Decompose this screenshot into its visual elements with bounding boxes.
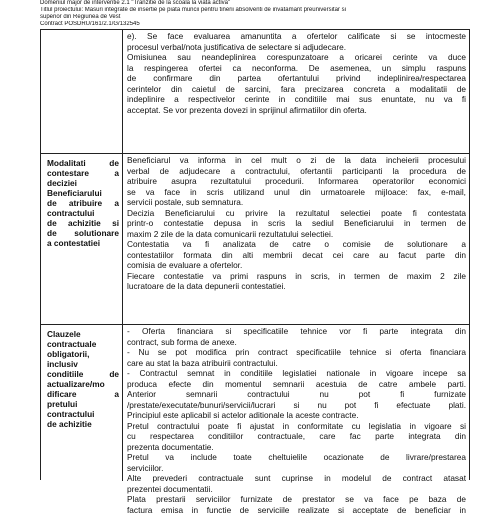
content-line: se va face in scris utilizand unul din urmatoarele mijloace: fax, e-mail, [127,187,466,198]
content-line: Fiecare contestatie va primi raspuns in scris, in termen de maxim 2 zile [127,271,466,282]
content-line: Omisiunea sau neandeplinirea corespunzatoare a oricarei cerinte va duce [127,52,466,63]
content-line: servicii postale, sub semnatura. [127,197,466,208]
row-label-line: actualizare/mo [47,379,119,389]
row-label-line: de solutionare [47,228,119,238]
content-line: Contestatia va fi analizata de catre o comisie de solutionare a [127,239,466,250]
specifications-table [40,29,470,480]
content-line: Decizia Beneficiarului cu privire la rezultatul selectiei poate fi contestata [127,208,466,219]
header-line: Titlul proiectului: Masuri integrate de insertie pe piata muncii pentru tinerii absolventi de invatamant preuniversitar si [40,7,470,14]
content-line: Alte prevederi contractuale sunt cuprinse in modelul de contract atasat [127,473,466,484]
row-label-cell [41,30,123,153]
row-label-line: Beneficiarului [47,188,119,198]
row-label-line: contractuale [47,339,119,349]
content-line: la respingerea ofertei ca neconforma. De asemenea, un simplu raspuns [127,63,466,74]
row-content-cell [123,30,469,153]
content-line: Beneficiarul va informa in cel mult o zi de la data incheierii procesului [127,155,466,166]
content-line: - Contractul semnat in conditiile legislatiei nationale in vigoare incepe sa [127,368,466,379]
content-line: /prestate/executate/bunuri/servicii/lucrari si nu pot fi efectuate plati. [127,400,466,411]
row-label-line: de achizitie [47,419,119,429]
header-line: superior din Regiunea de Vest [40,14,470,21]
table-row [41,153,469,324]
content-line: Principiul este aplicabil si actelor aditionale la aceste contracte. [127,410,466,421]
content-line: Plata prestarii serviciilor furnizate de prestator se va face pe baza de [127,494,466,505]
content-line: produca efecte din momentul semnarii acestuia de catre ambele parti. [127,379,466,390]
content-line: verbal de adjudecare a contractului, ofertantii participanti la procedura de [127,166,466,177]
row-label-line: dificare a [47,389,119,399]
content-line: prezenta documentatie. [127,442,466,453]
content-line: care au stat la baza atribuirii contractului. [127,358,466,369]
row-label-line: inclusiv [47,359,119,369]
content-line: Pretul va include toate cheltuielile ocazionate de livrare/prestarea [127,452,466,463]
row-label-cell [41,325,123,481]
row-label-line: obligatorii, [47,349,119,359]
row-label-line: de achizitie si [47,218,119,228]
row-label-line: contractului [47,409,119,419]
row-label-cell [41,154,123,324]
header-line: Contract POSDRU/161/2.1/G/132545 [40,21,470,28]
content-line: contract, sub forma de anexe. [127,337,466,348]
content-line: lucratoare de la data depunerii contestatiei. [127,281,466,292]
row-label-line: de atribuire a [47,198,119,208]
content-line: contestatiilor formata din alti membrii decat cei care au facut parte din [127,250,466,261]
content-line: - Nu se pot modifica prin contract specificatiile tehnice si oferta financiara [127,347,466,358]
content-line: indeplinire a respectivelor cerinte in conditiile mai sus enuntate, nu va fi [127,94,466,105]
row-label-line: a contestatiei [47,238,119,248]
table-row [41,324,469,481]
row-label-line: contractului [47,208,119,218]
content-line: Pretul contractului poate fi ajustat in conformitate cu legislatia in vigoare si [127,421,466,432]
content-line: - Oferta financiara si specificatiile tehnice vor fi parte integrata din [127,326,466,337]
document-header [40,0,470,28]
header-line: Domeniul major de interventie 2.1 "Tranzitie de la scoala la viata activa" [40,0,470,7]
content-line: comisia de evaluare a ofertelor. [127,260,466,271]
row-content-cell [123,154,469,324]
row-label-line: pretului [47,399,119,409]
content-line: procesul verbal/nota justificativa de selectare si adjudecare. [127,42,466,53]
row-label-line: Clauzele [47,329,119,339]
content-line: cu respectarea conditiilor contractuale, care fac parte integrata din [127,431,466,442]
row-label-line: conditiile de [47,369,119,379]
table-row [41,30,469,153]
content-line: maxim 2 zile de la data comunicarii rezultatului selectiei. [127,229,466,240]
content-line: cerintelor din caietul de sarcini, fara precizarea concreta a modalitatii de [127,84,466,95]
content-line: de confirmare din partea ofertantului privind indeplinirea/respectarea [127,73,466,84]
row-label-line: contestare a [47,168,119,178]
content-line: factura emisa in functie de serviciile realizate si acceptate de beneficiar in [127,505,466,515]
content-line: serviciilor. [127,463,466,474]
content-line: e). Se face evaluarea amanuntita a ofertelor calificate si se intocmeste [127,31,466,42]
content-line: prezentei documentatii. [127,484,466,495]
row-label-line: Modalitati de [47,158,119,168]
content-line: Anterior semnarii contractului nu pot fi furnizate [127,389,466,400]
row-content-cell [123,325,469,481]
row-label-line: deciziei [47,178,119,188]
content-line: atribuire asupra rezultatului procedurii. Informarea operatorilor economici [127,176,466,187]
content-line: acceptat. Se vor prezenta dovezi in sprijinul afirmatiilor din oferta. [127,105,466,116]
content-line: printr-o contestatie depusa in scris la sediul Beneficiarului in termen de [127,218,466,229]
